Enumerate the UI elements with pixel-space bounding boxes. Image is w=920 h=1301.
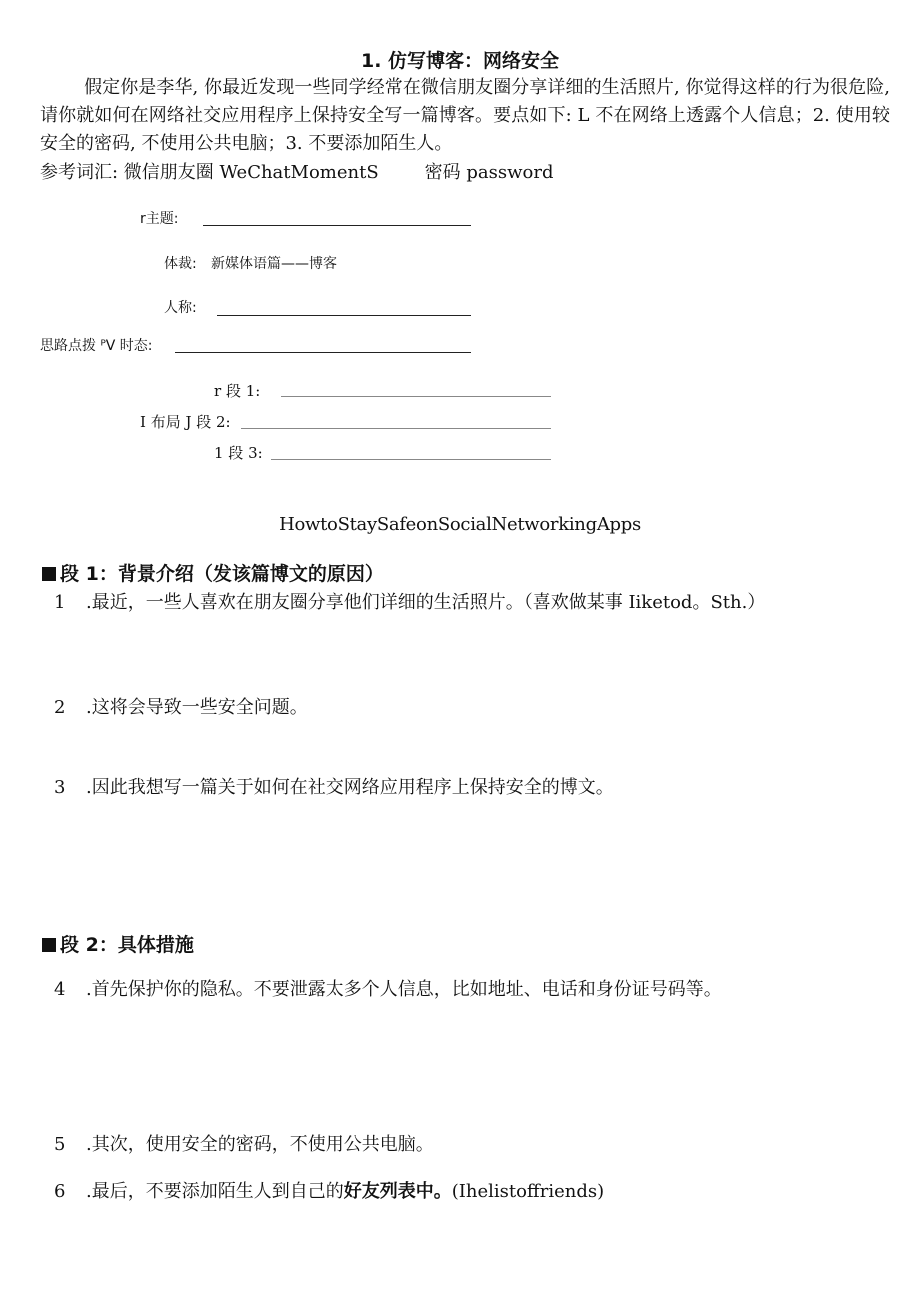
genre-value: 新媒体语篇——博客: [211, 256, 337, 272]
tense-blank[interactable]: [175, 352, 471, 353]
item-number: 4: [54, 979, 66, 1000]
list-item: [54, 693, 308, 719]
segment3-label: 1 段 3:: [214, 444, 263, 462]
list-item: [54, 588, 765, 614]
list-item: [54, 1177, 604, 1203]
section1-heading: [42, 559, 384, 586]
item-text: .首先保护你的隐私。不要泄露太多个人信息，比如地址、电话和身份证号码等。: [86, 979, 722, 1000]
page-title: 1. 仿写博客：网络安全: [360, 50, 560, 72]
genre-label: 体裁:: [164, 256, 197, 272]
item-number: 5: [54, 1134, 66, 1155]
item-text-english: (Ihelistoffriends): [451, 1181, 605, 1202]
segment2-label: I 布局 J 段 2:: [140, 413, 231, 431]
person-blank[interactable]: [217, 315, 471, 316]
tense-label: 思路点拨 ᴾV 时态:: [40, 338, 153, 354]
item-text: .其次，使用安全的密码，不使用公共电脑。: [86, 1134, 434, 1155]
item-number: 6: [54, 1181, 66, 1202]
item-text-bold: 好友列表中。: [343, 1181, 452, 1202]
list-item: [54, 975, 722, 1001]
topic-label: r主题:: [140, 211, 179, 227]
topic-blank[interactable]: [203, 225, 471, 226]
item-text: .因此我想写一篇关于如何在社交网络应用程序上保持安全的博文。: [86, 777, 614, 798]
vocab-item-password: 密码 password: [424, 162, 554, 183]
task-description: [40, 74, 890, 158]
segment2-blank[interactable]: [241, 428, 551, 429]
item-text: .最后，不要添加陌生人到自己的: [86, 1181, 344, 1202]
section2-heading: [42, 930, 194, 957]
reference-vocab: [40, 158, 554, 184]
essay-title: HowtoStaySafeonSocialNetworkingApps: [279, 514, 641, 535]
list-item: [54, 1130, 434, 1156]
item-text: .这将会导致一些安全问题。: [86, 697, 308, 718]
vocab-label: 参考词汇: 微信朋友圈 WeChatMomentS: [40, 162, 379, 183]
segment1-label: r 段 1:: [214, 382, 261, 400]
square-bullet-icon: [42, 567, 56, 581]
segment3-blank[interactable]: [271, 459, 551, 460]
item-number: 3: [54, 777, 66, 798]
task-description-text: 假定你是李华, 你最近发现一些同学经常在微信朋友圈分享详细的生活照片, 你觉得这样的行为很危险, 请你就如何在网络社交应用程序上保持安全写一篇博客。要点如下: L 不在网络上透露个人信息；2. 使用较安全的密码, 不使用公共电脑；3. 不要添加陌生人。: [40, 77, 890, 154]
section1-heading-text: 段 1：背景介绍（发该篇博文的原因）: [60, 563, 384, 585]
square-bullet-icon: [42, 938, 56, 952]
item-text: .最近，一些人喜欢在朋友圈分享他们详细的生活照片。（喜欢做某事 Iiketod。Sth.）: [86, 592, 766, 613]
item-number: 1: [54, 592, 66, 613]
person-label: 人称:: [164, 300, 197, 316]
segment1-blank[interactable]: [281, 396, 551, 397]
section2-heading-text: 段 2：具体措施: [60, 934, 194, 956]
list-item: [54, 773, 614, 799]
item-number: 2: [54, 697, 66, 718]
